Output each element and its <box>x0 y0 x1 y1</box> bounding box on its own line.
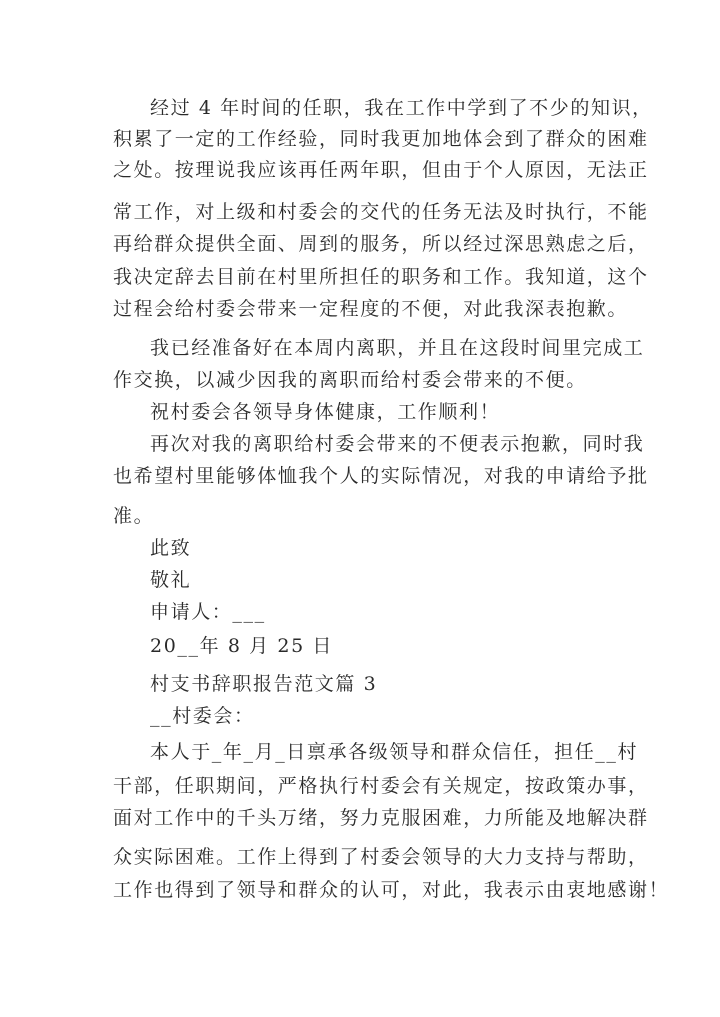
paragraph-1-line-1: 经过 4 年时间的任职，我在工作中学到了不少的知识， <box>150 97 653 119</box>
date-line: 20__年 8 月 25 日 <box>150 635 334 657</box>
paragraph-5-line-5: 工作也得到了领导和群众的认可，对此，我表示由衷地感谢！ <box>113 879 670 901</box>
paragraph-4-line-1: 再次对我的离职给村委会带来的不便表示抱歉，同时我 <box>150 433 645 455</box>
paragraph-1-line-2: 积累了一定的工作经验，同时我更加地体会到了群众的困难 <box>113 128 649 150</box>
letter-addressee: __村委会： <box>150 705 255 727</box>
paragraph-5-line-1: 本人于_年_月_日禀承各级领导和群众信任，担任__村 <box>150 741 639 763</box>
paragraph-5-line-3: 面对工作中的千头万绪，努力克服困难，力所能及地解决群 <box>113 807 649 829</box>
paragraph-5-line-2: 干部，任职期间，严格执行村委会有关规定，按政策办事， <box>113 775 649 797</box>
paragraph-1-line-5: 再给群众提供全面、周到的服务，所以经过深思熟虑之后， <box>113 233 649 255</box>
applicant-line: 申请人：___ <box>150 601 266 623</box>
section-heading: 村支书辞职报告范文篇 3 <box>150 673 378 695</box>
paragraph-1-line-6: 我决定辞去目前在村里所担任的职务和工作。我知道，这个 <box>113 266 649 288</box>
paragraph-1-line-7: 过程会给村委会带来一定程度的不便，对此我深表抱歉。 <box>113 298 629 320</box>
paragraph-1-line-3: 之处。按理说我应该再任两年职，但由于个人原因，无法正 <box>113 159 649 181</box>
closing-regards: 敬礼 <box>150 569 192 591</box>
paragraph-4-line-3: 准。 <box>113 505 155 527</box>
paragraph-5-line-4: 众实际困难。工作上得到了村委会领导的大力支持与帮助， <box>113 846 649 868</box>
paragraph-2-line-1: 我已经准备好在本周内离职，并且在这段时间里完成工 <box>150 337 645 359</box>
closing-salutation: 此致 <box>150 537 192 559</box>
paragraph-4-line-2: 也希望村里能够体恤我个人的实际情况，对我的申请给予批 <box>113 465 649 487</box>
paragraph-1-line-4: 常工作，对上级和村委会的交代的任务无法及时执行，不能 <box>113 201 649 223</box>
paragraph-3-line-1: 祝村委会各领导身体健康，工作顺利！ <box>150 401 501 423</box>
paragraph-2-line-2: 作交换，以减少因我的离职而给村委会带来的不便。 <box>113 369 587 391</box>
